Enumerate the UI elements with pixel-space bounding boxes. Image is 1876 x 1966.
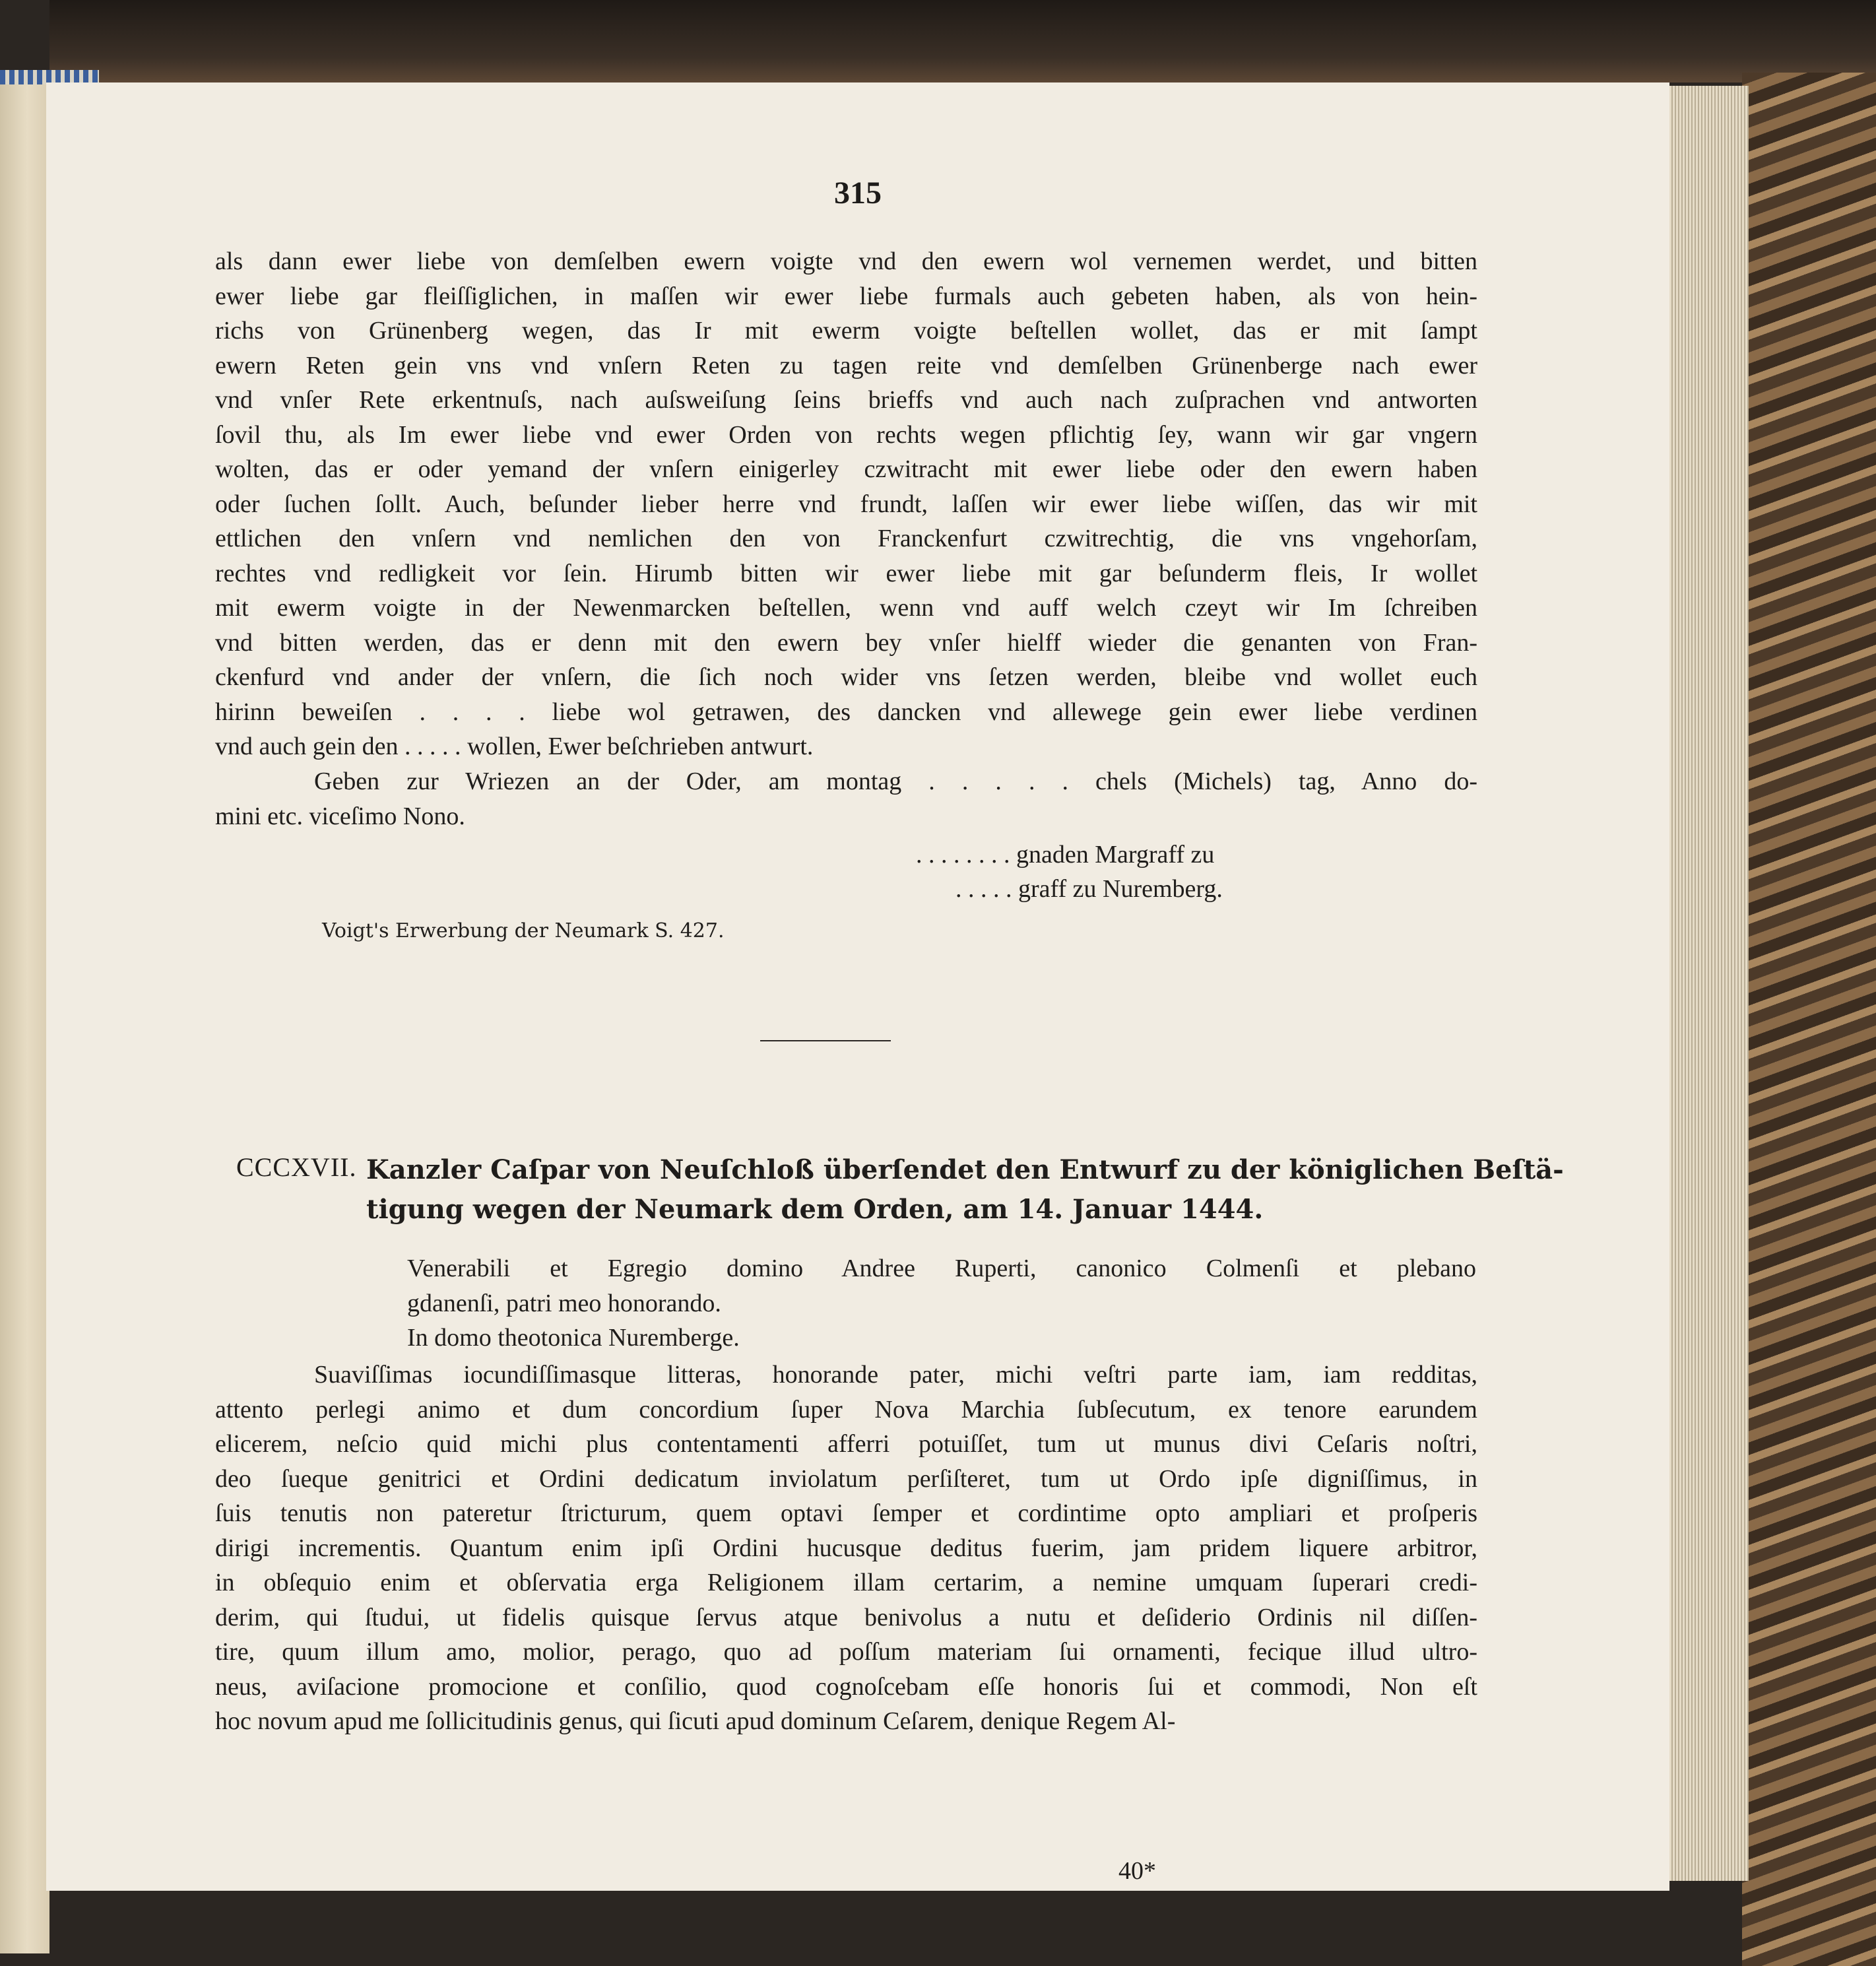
facing-page-edge <box>0 79 49 1953</box>
text-line: mit ewerm voigte in der Newenmarcken beſtellen, wenn vnd auff welch czeyt wir Im ſchreiben <box>215 594 1477 622</box>
dating-clause <box>215 764 1477 834</box>
text-line: ckenfurd vnd ander der vnſern, die ſich noch wider vns ſetzen werden, bleibe vnd wollet euch <box>215 663 1477 691</box>
dating-line: Geben zur Wriezen an der Oder, am montag . . . . . chels (Michels) tag, Anno do- <box>314 768 1477 795</box>
body-line: hoc novum apud me ſollicitudinis genus, qui ſicuti apud dominum Ceſarem, denique Regem Al- <box>215 1707 1176 1735</box>
book-cover-top <box>49 0 1876 82</box>
document-heading <box>366 1150 1564 1229</box>
heading-line-1: Kanzler Caſpar von Neuſchloß überſendet den Entwurf zu der königlichen Beſtä- <box>366 1154 1564 1185</box>
text-line: als dann ewer liebe von demſelben ewern voigte vnd den ewern wol vernemen werdet, und bitten <box>215 247 1477 275</box>
letter-address <box>407 1251 1476 1355</box>
document-number: CCCXVII. <box>236 1152 357 1182</box>
text-line: wolten, das er oder yemand der vnſern einigerley czwitracht mit ewer liebe oder den ewern haben <box>215 455 1477 483</box>
heading-line-2: tigung wegen der Neumark dem Orden, am 14. Januar 1444. <box>366 1194 1264 1225</box>
body-line: derim, qui ſtudui, ut fidelis quisque ſervus atque benivolus a nutu et deſiderio Ordinis nil diſſen- <box>215 1603 1477 1631</box>
body-line: neus, aviſacione promocione et conſilio, quod cognoſcebam eſſe honoris ſui et commodi, Non eſt <box>215 1672 1477 1701</box>
source-note: Voigt's Erwerbung der Neumark S. 427. <box>322 919 725 942</box>
signature-mark: 40* <box>1118 1857 1156 1885</box>
address-line: In domo theotonica Nuremberge. <box>407 1324 740 1352</box>
text-line: ettlichen den vnſern vnd nemlichen den von Franckenfurt czwitrechtig, die vns vngehorſam, <box>215 525 1477 552</box>
text-line: richs von Grünenberg wegen, das Ir mit ewerm voigte beſtellen wollet, das er mit ſampt <box>215 317 1477 344</box>
letter-text <box>215 244 1477 764</box>
text-line: ſovil thu, als Im ewer liebe vnd ewer Orden von rechts wegen pflichtig ſey, wann wir gar vngern <box>215 420 1477 449</box>
document-body <box>215 1358 1477 1739</box>
text-line: hirinn beweiſen . . . . liebe wol getrawen, des dancken vnd allewege gein ewer liebe verdinen <box>215 698 1477 726</box>
page-block-edges <box>1663 86 1749 1881</box>
book-page <box>46 82 1669 1891</box>
body-line: attento perlegi animo et dum concordium ſuper Nova Marchia ſubſecutum, ex tenore earundem <box>215 1395 1477 1424</box>
body-line: dirigi incrementis. Quantum enim ipſi Ordini hucusque deditus fuerim, jam pridem liquere arbitror, <box>215 1534 1477 1562</box>
page-number: 315 <box>834 176 882 211</box>
text-line: rechtes vnd redligkeit vor ſein. Hirumb bitten wir ewer liebe mit gar beſunderm fleis, Ir wollet <box>215 559 1477 587</box>
body-line: elicerem, neſcio quid michi plus contentamenti afferri potuiſſet, tum ut munus divi Ceſaris noſtri, <box>215 1430 1477 1458</box>
body-line: in obſequio enim et obſervatia erga Religionem illam certarim, a nemine umquam ſuperari credi- <box>215 1569 1477 1596</box>
text-line: oder ſuchen ſollt. Auch, beſunder lieber herre vnd frundt, laſſen wir ewer liebe wiſſen, das wir mit <box>215 490 1477 518</box>
body-line: deo ſueque genitrici et Ordini dedicatum inviolatum perſiſteret, tum ut Ordo ipſe digniſſimus, in <box>215 1464 1477 1493</box>
section-divider <box>760 1040 891 1041</box>
body-line: ſuis tenutis non pateretur ſtricturum, quem optavi ſemper et cordintime opto ampliari et proſperis <box>215 1499 1477 1527</box>
body-line: Suaviſſimas iocundiſſimasque litteras, honorande pater, michi veſtri parte iam, iam redditas, <box>314 1361 1477 1389</box>
signature-line-1: . . . . . . . . gnaden Margraff zu <box>916 841 1215 868</box>
dating-line: mini etc. viceſimo Nono. <box>215 802 465 830</box>
marbled-cover-edge <box>1742 73 1876 1966</box>
text-line: ewern Reten gein vns vnd vnſern Reten zu tagen reite vnd demſelben Grünenberge nach ewer <box>215 351 1477 379</box>
signature-line-2: . . . . . graff zu Nuremberg. <box>955 875 1223 903</box>
body-line: tire, quum illum amo, molior, perago, quo ad poſſum materiam ſui ornamenti, fecique illud ultro- <box>215 1638 1477 1666</box>
text-line: vnd auch gein den . . . . . wollen, Ewer beſchrieben antwurt. <box>215 733 814 760</box>
text-line: vnd bitten werden, das er denn mit den ewern bey vnſer hielff wieder die genanten von Fran- <box>215 628 1477 657</box>
text-line: ewer liebe gar fleiſſiglichen, in maſſen wir ewer liebe furmals auch gebeten haben, als von hein- <box>215 282 1477 310</box>
address-line: gdanenſi, patri meo honorando. <box>407 1289 721 1317</box>
text-line: vnd vnſer Rete erkentnuſs, nach auſsweiſung ſeins brieffs vnd auch nach zuſprachen vnd antworten <box>215 386 1477 414</box>
address-line: Venerabili et Egregio domino Andree Ruperti, canonico Colmenſi et plebano <box>407 1255 1476 1282</box>
